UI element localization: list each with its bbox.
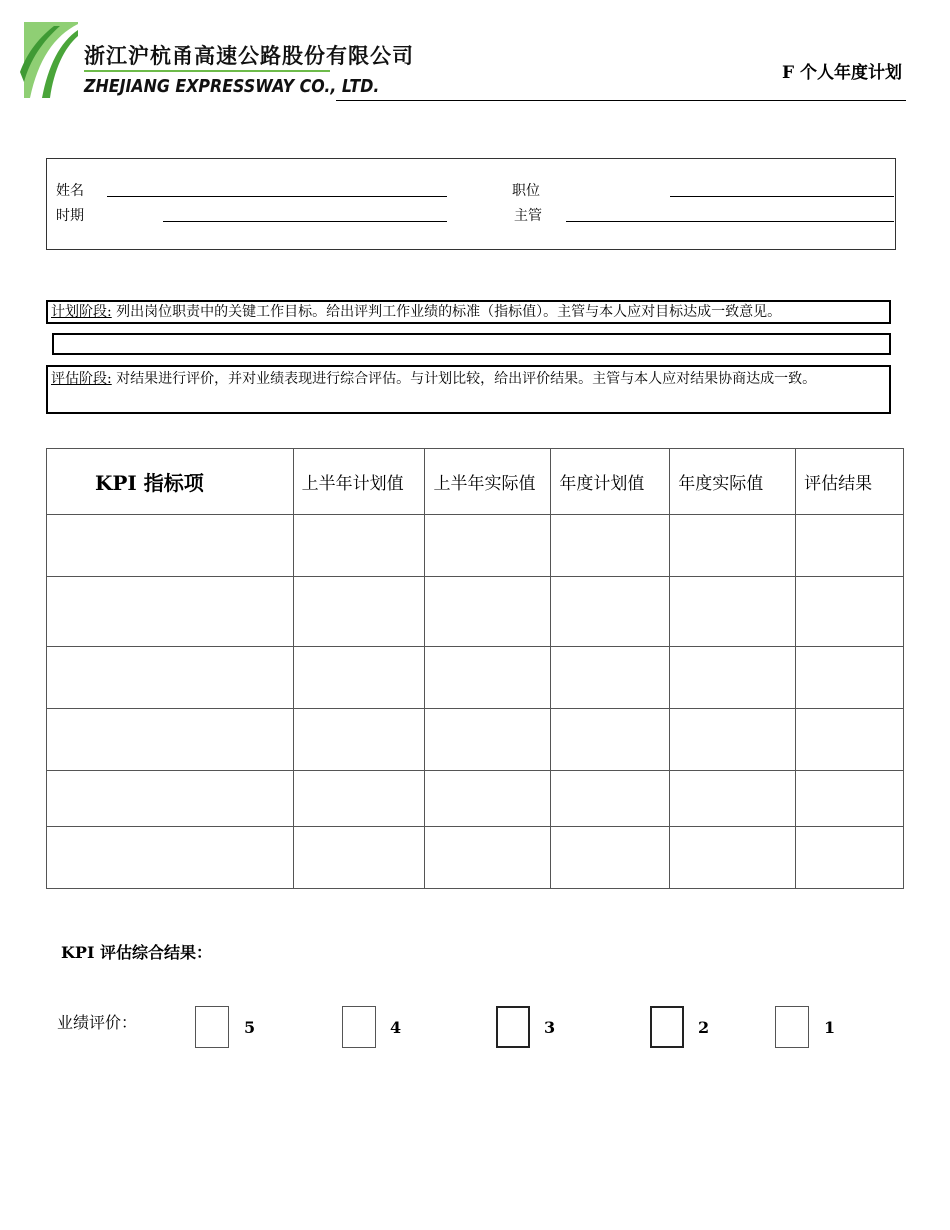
table-cell[interactable] <box>670 647 796 709</box>
period-label: 时期 <box>56 208 84 224</box>
logo-divider <box>84 70 330 72</box>
table-cell[interactable] <box>796 771 904 827</box>
table-cell[interactable] <box>551 515 670 577</box>
table-cell[interactable] <box>551 577 670 647</box>
rating-4-checkbox[interactable] <box>342 1006 376 1048</box>
table-cell[interactable] <box>796 709 904 771</box>
name-label: 姓名 <box>56 183 84 199</box>
document-title: F 个人年度计划 <box>782 63 902 83</box>
table-cell[interactable] <box>425 515 551 577</box>
rating-5-checkbox[interactable] <box>195 1006 229 1048</box>
assessment-stage-text: 对结果进行评价，并对业绩表现进行综合评估。与计划比较，给出评价结果。主管与本人应对结果协商达成一致。 <box>111 371 817 387</box>
table-cell[interactable] <box>670 771 796 827</box>
company-logo-icon <box>20 22 78 98</box>
rating-4-label: 4 <box>390 1018 402 1037</box>
table-cell[interactable] <box>670 577 796 647</box>
planning-stage-box <box>46 300 891 324</box>
performance-rating-label: 业绩评价： <box>57 1013 138 1032</box>
table-cell[interactable] <box>293 771 425 827</box>
table-cell[interactable] <box>796 647 904 709</box>
table-cell[interactable] <box>425 647 551 709</box>
table-row <box>47 827 904 889</box>
rating-5-label: 5 <box>244 1018 256 1037</box>
assessment-stage-box <box>46 365 891 414</box>
table-cell[interactable] <box>670 709 796 771</box>
company-name-cn: 浙江沪杭甬高速公路股份有限公司 <box>84 44 414 68</box>
kpi-summary-title: KPI 评估综合结果： <box>61 943 212 962</box>
rating-2-checkbox[interactable] <box>650 1006 684 1048</box>
table-cell[interactable] <box>47 515 294 577</box>
planning-stage-tag: 计划阶段: <box>51 304 112 320</box>
table-cell[interactable] <box>796 827 904 889</box>
rating-1-label: 1 <box>824 1018 836 1037</box>
table-cell[interactable] <box>47 771 294 827</box>
table-cell[interactable] <box>796 577 904 647</box>
table-cell[interactable] <box>47 647 294 709</box>
table-cell[interactable] <box>670 827 796 889</box>
table-cell[interactable] <box>551 771 670 827</box>
kpi-header-year-plan: 年度计划值 <box>551 449 670 515</box>
table-cell[interactable] <box>796 515 904 577</box>
table-cell[interactable] <box>47 709 294 771</box>
table-row <box>47 577 904 647</box>
rating-2-label: 2 <box>698 1018 710 1037</box>
table-cell[interactable] <box>293 515 425 577</box>
table-row <box>47 771 904 827</box>
position-label: 职位 <box>512 183 540 199</box>
kpi-header-h1-actual: 上半年实际值 <box>425 449 551 515</box>
rating-1-checkbox[interactable] <box>775 1006 809 1048</box>
kpi-header-h1-plan: 上半年计划值 <box>293 449 425 515</box>
supervisor-field[interactable] <box>566 221 894 222</box>
rating-3-checkbox[interactable] <box>496 1006 530 1048</box>
table-cell[interactable] <box>670 515 796 577</box>
table-cell[interactable] <box>293 577 425 647</box>
table-cell[interactable] <box>425 771 551 827</box>
table-row <box>47 515 904 577</box>
kpi-header-year-actual: 年度实际值 <box>670 449 796 515</box>
kpi-header-indicator: KPI 指标项 <box>47 449 294 515</box>
table-cell[interactable] <box>293 647 425 709</box>
assessment-stage-tag: 评估阶段: <box>51 371 112 387</box>
table-cell[interactable] <box>551 647 670 709</box>
rating-3-label: 3 <box>544 1018 556 1037</box>
company-name-en: ZHEJIANG EXPRESSWAY CO., LTD. <box>84 76 380 97</box>
table-cell[interactable] <box>47 577 294 647</box>
table-cell[interactable] <box>551 827 670 889</box>
table-cell[interactable] <box>47 827 294 889</box>
kpi-header-result: 评估结果 <box>796 449 904 515</box>
table-cell[interactable] <box>293 709 425 771</box>
table-row <box>47 709 904 771</box>
table-cell[interactable] <box>425 577 551 647</box>
name-field[interactable] <box>107 196 447 197</box>
supervisor-label: 主管 <box>514 208 542 224</box>
kpi-table <box>46 448 904 889</box>
period-field[interactable] <box>163 221 447 222</box>
table-cell[interactable] <box>551 709 670 771</box>
kpi-header-row <box>47 449 904 515</box>
table-cell[interactable] <box>425 827 551 889</box>
planning-stage-text: 列出岗位职责中的关键工作目标。给出评判工作业绩的标准（指标值）。主管与本人应对目标达成一致意见。 <box>111 304 782 320</box>
position-field[interactable] <box>670 196 894 197</box>
planning-entry-box[interactable] <box>52 333 891 355</box>
header-rule <box>336 100 906 101</box>
table-cell[interactable] <box>425 709 551 771</box>
table-row <box>47 647 904 709</box>
table-cell[interactable] <box>293 827 425 889</box>
employee-info-box <box>46 158 896 250</box>
